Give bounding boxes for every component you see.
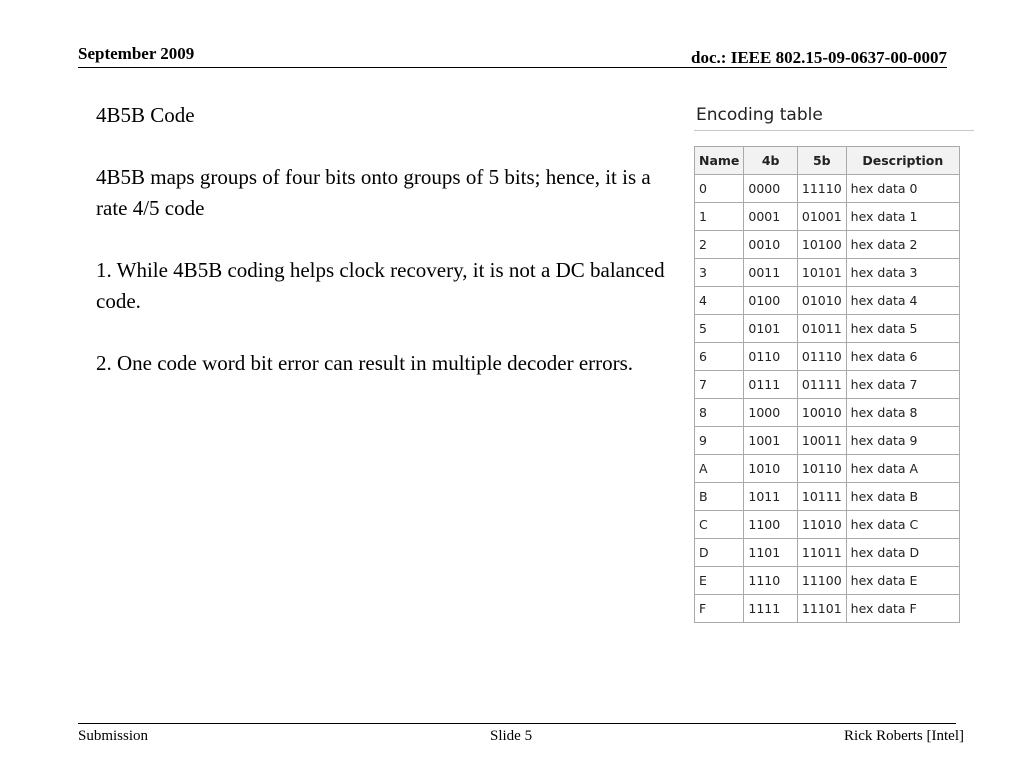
table-cell: 0 — [695, 175, 744, 203]
table-cell: 1011 — [744, 483, 797, 511]
table-cell: 11101 — [797, 595, 846, 623]
table-cell — [797, 623, 846, 624]
table-row — [695, 259, 960, 287]
table-cell: hex data 5 — [846, 315, 959, 343]
table-cell: 0111 — [744, 371, 797, 399]
footer-slide-number: Slide 5 — [490, 728, 533, 744]
table-row — [695, 399, 960, 427]
table-cell: 0110 — [744, 343, 797, 371]
table-cell: 10110 — [797, 455, 846, 483]
table-cell: 1000 — [744, 399, 797, 427]
slide-title: 4B5B Code — [96, 103, 195, 127]
slide-body — [96, 100, 666, 410]
table-cell: 0101 — [744, 315, 797, 343]
table-cell: 10010 — [797, 399, 846, 427]
table-row — [695, 455, 960, 483]
table-cell — [695, 623, 744, 624]
encoding-table-body — [695, 175, 960, 624]
table-cell: hex data F — [846, 595, 959, 623]
column-header: 5b — [797, 147, 846, 175]
table-cell: 1010 — [744, 455, 797, 483]
paragraph-dc-balance: 1. While 4B5B coding helps clock recovery, it is not a DC balanced code. — [96, 258, 665, 313]
table-cell: 01010 — [797, 287, 846, 315]
table-cell: 01011 — [797, 315, 846, 343]
table-cell: 5 — [695, 315, 744, 343]
column-header: Description — [846, 147, 959, 175]
table-row — [695, 231, 960, 259]
column-header: Name — [695, 147, 744, 175]
table-row — [695, 315, 960, 343]
table-cell: 11011 — [797, 539, 846, 567]
table-cell: 01110 — [797, 343, 846, 371]
table-cell: hex data E — [846, 567, 959, 595]
table-cell: hex data D — [846, 539, 959, 567]
table-cell: D — [695, 539, 744, 567]
table-cell: hex data 9 — [846, 427, 959, 455]
table-cell: 8 — [695, 399, 744, 427]
table-cell: hex data 1 — [846, 203, 959, 231]
table-cell: 1110 — [744, 567, 797, 595]
table-cell: hex data 0 — [846, 175, 959, 203]
header-date: September 2009 — [78, 44, 195, 63]
table-row — [695, 203, 960, 231]
table-cell: 6 — [695, 343, 744, 371]
table-row — [695, 343, 960, 371]
table-cell: 10011 — [797, 427, 846, 455]
table-row — [695, 427, 960, 455]
table-cell: hex data 7 — [846, 371, 959, 399]
table-cell: hex data 3 — [846, 259, 959, 287]
paragraph-error-propagation: 2. One code word bit error can result in multiple decoder errors. — [96, 351, 634, 375]
table-cell: hex data 2 — [846, 231, 959, 259]
table-cell: 11010 — [797, 511, 846, 539]
table-cell: 11110 — [797, 175, 846, 203]
footer-divider — [78, 723, 956, 724]
table-header-row — [695, 147, 960, 175]
table-row — [695, 595, 960, 623]
table-cell: 1111 — [744, 595, 797, 623]
table-cell: E — [695, 567, 744, 595]
table-cell: 0010 — [744, 231, 797, 259]
table-cell: 11100 — [797, 567, 846, 595]
table-row-cutoff — [695, 623, 960, 624]
table-cell: 01111 — [797, 371, 846, 399]
table-cell: C — [695, 511, 744, 539]
table-row — [695, 287, 960, 315]
footer-author: Rick Roberts [Intel] — [844, 728, 964, 744]
table-cell: 0011 — [744, 259, 797, 287]
table-cell: 0000 — [744, 175, 797, 203]
table-row — [695, 511, 960, 539]
footer-submission: Submission — [78, 728, 149, 744]
table-cell: hex data 6 — [846, 343, 959, 371]
table-row — [695, 371, 960, 399]
table-cell: 3 — [695, 259, 744, 287]
table-cell: 7 — [695, 371, 744, 399]
table-cell: 9 — [695, 427, 744, 455]
encoding-table — [694, 146, 960, 623]
table-cell: 1100 — [744, 511, 797, 539]
table-cell: hex data B — [846, 483, 959, 511]
table-row — [695, 175, 960, 203]
table-cell: 1101 — [744, 539, 797, 567]
table-cell: 0001 — [744, 203, 797, 231]
table-row — [695, 567, 960, 595]
table-cell: 10111 — [797, 483, 846, 511]
header-divider — [78, 67, 947, 68]
encoding-table-title: Encoding table — [694, 105, 974, 131]
table-cell — [846, 623, 959, 624]
table-cell: 01001 — [797, 203, 846, 231]
table-cell: B — [695, 483, 744, 511]
table-cell: A — [695, 455, 744, 483]
paragraph-rate: 4B5B maps groups of four bits onto groups of 5 bits; hence, it is a rate 4/5 code — [96, 165, 651, 220]
table-cell: hex data 8 — [846, 399, 959, 427]
table-cell: 2 — [695, 231, 744, 259]
table-cell: hex data A — [846, 455, 959, 483]
table-cell: 0100 — [744, 287, 797, 315]
table-cell — [744, 623, 797, 624]
table-cell: 10101 — [797, 259, 846, 287]
table-cell: hex data C — [846, 511, 959, 539]
column-header: 4b — [744, 147, 797, 175]
header-doc-id: doc.: IEEE 802.15-09-0637-00-0007 — [691, 48, 947, 67]
table-cell: F — [695, 595, 744, 623]
encoding-table-image — [694, 105, 974, 623]
table-row — [695, 483, 960, 511]
table-cell: hex data 4 — [846, 287, 959, 315]
table-row — [695, 539, 960, 567]
table-cell: 1001 — [744, 427, 797, 455]
table-cell: 1 — [695, 203, 744, 231]
table-cell: 10100 — [797, 231, 846, 259]
table-cell: 4 — [695, 287, 744, 315]
